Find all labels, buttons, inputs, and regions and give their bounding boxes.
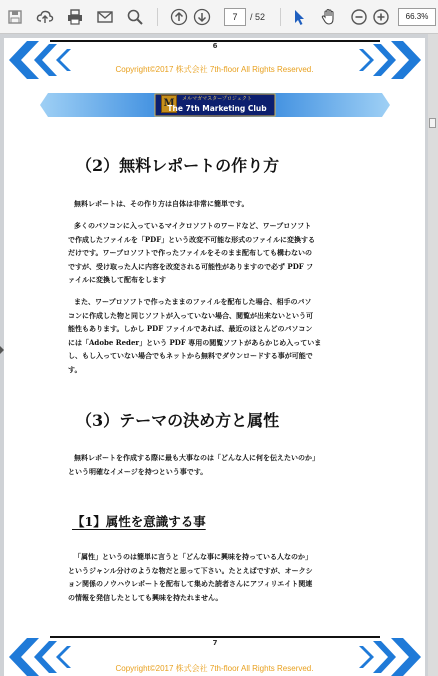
page-footer-divider <box>50 636 380 638</box>
page-number-input[interactable]: 7 <box>224 8 246 26</box>
vertical-scrollbar[interactable] <box>428 34 438 676</box>
search-icon[interactable] <box>126 8 144 26</box>
paragraph: 無料レポートを作成する際に最も大事なのは「どんな人に何を伝えたいのか」 という明確なイメージを持つという事です。 <box>68 453 319 476</box>
email-icon[interactable] <box>96 8 114 26</box>
hand-tool-icon[interactable] <box>320 8 338 26</box>
sub-heading: 【1】属性を意識する事 <box>72 514 206 529</box>
upload-icon[interactable] <box>36 8 54 26</box>
zoom-out-icon[interactable] <box>350 8 368 26</box>
banner-subtitle: メルマガマスタープロジェクト <box>182 96 252 102</box>
page-up-icon[interactable] <box>170 8 188 26</box>
zoom-in-icon[interactable] <box>372 8 390 26</box>
prev-page-number: 6 <box>212 42 218 50</box>
zoom-level-input[interactable]: 66.3% <box>398 8 436 26</box>
section-heading: （2）無料レポートの作り方 <box>76 156 280 175</box>
banner-title: The 7th Marketing Club <box>167 104 267 113</box>
pdf-page <box>4 38 425 676</box>
page-down-icon[interactable] <box>193 8 211 26</box>
banner-logo: M <box>161 95 177 113</box>
page-copyright: Copyright©2017 株式会社 7th-floor All Rights Reserved. <box>115 664 314 673</box>
print-icon[interactable] <box>66 8 84 26</box>
paragraph: 「属性」というのは簡単に言うと「どんな事に興味を持っている人なのか」 というジャンル分けのような物だと思って下さい。たとえばですが、オークシ ョン関係のノウハウレポートを配布して集めた読者さんにアフィリエイト関連 の情報を発信したとしても興味を持たれません。 <box>68 552 313 602</box>
page-total: / 52 <box>250 12 266 22</box>
paragraph: 無料レポートは、その作り方は自体は非常に簡単です。 <box>74 199 249 208</box>
paragraph: 多くのパソコンに入っているマイクロソフトのワードなど、ワープロソフト で作成したファイルを「PDF」という改変不可能な形式のファイルに変換する だけです。ワープロソフトで作ったファイルをそのまま配布しても構わないの ですが、受け取った人に内容を改変される可能性がありますので必ず PDF フ ァイルに変換して配布をします <box>68 221 316 284</box>
save-icon[interactable] <box>6 8 24 26</box>
select-cursor-icon[interactable] <box>290 8 308 26</box>
paragraph: また、ワープロソフトで作ったままのファイルを配布した場合、相手のパソ コンに作成した物と同じソフトが入っていない場合、閲覧が出来ないという可 能性もあります。しかし PDF ファイルであれば、最近のほとんどのパソコン には「Adobe Reder」という PDF 専用の閲覧ソフトがあらかじめ入っていま し、もし入っていない場合でもネットから無料でダウンロードする事が可能で す。 <box>68 297 322 374</box>
pdf-toolbar <box>0 0 438 34</box>
scrollbar-thumb[interactable] <box>429 118 436 128</box>
page-number: 7 <box>212 639 218 647</box>
prev-page-copyright: Copyright©2017 株式会社 7th-floor All Rights Reserved. <box>115 65 314 74</box>
section-heading: （3）テーマの決め方と属性 <box>76 411 280 430</box>
